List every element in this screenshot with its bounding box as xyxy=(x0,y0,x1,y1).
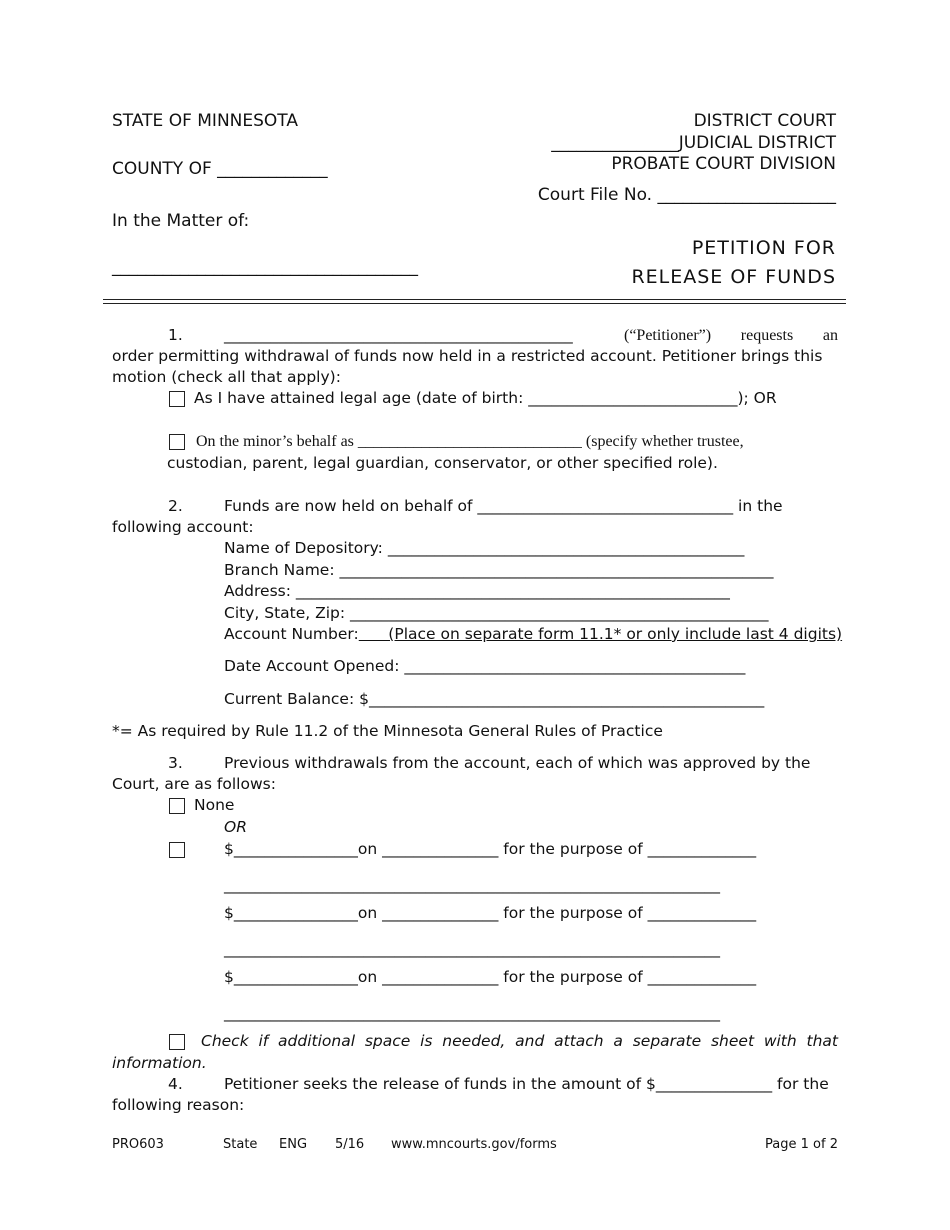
minor-behalf-label-2: custodian, parent, legal guardian, conservator, or other specified role). xyxy=(167,454,718,472)
item1-line1-tail xyxy=(624,328,838,344)
header-divider-2 xyxy=(103,303,846,304)
petitioner-name-field[interactable]: _____________________________________________ xyxy=(224,326,573,344)
page-title-line1: PETITION FOR xyxy=(691,237,836,259)
item4-line2: following reason: xyxy=(112,1096,245,1114)
judicial-district-field[interactable]: _______________JUDICIAL DISTRICT xyxy=(551,133,836,153)
footer-date: 5/16 xyxy=(335,1137,365,1152)
or-label: OR xyxy=(224,818,247,836)
minor-behalf-checkbox[interactable] xyxy=(169,434,185,450)
additional-space-label: Check if additional space is needed, and attach a separate sheet with that xyxy=(201,1032,838,1050)
item2-number: 2. xyxy=(168,497,183,515)
footer-language: ENG xyxy=(279,1137,308,1152)
requests-word: requests xyxy=(740,327,794,344)
page-number: Page 1 of 2 xyxy=(765,1137,838,1152)
no-withdrawals-checkbox[interactable] xyxy=(169,798,185,814)
withdrawal-row-3[interactable]: $________________on _______________ for the purpose of ______________ xyxy=(224,968,757,986)
item1-number: 1. xyxy=(168,326,183,344)
footer-state: State xyxy=(223,1137,258,1152)
state-name: STATE OF MINNESOTA xyxy=(112,111,298,131)
header-divider xyxy=(103,299,846,300)
item3-line2: Court, are as follows: xyxy=(112,775,276,793)
withdrawal-row-3-continuation[interactable]: ________________________________________________________________ xyxy=(224,1004,720,1022)
court-file-number-field[interactable]: Court File No. _____________________ xyxy=(537,185,836,205)
minor-behalf-label: On the minor’s behalf as ____________________________ (specify whether trustee, xyxy=(196,433,744,450)
item1-line2: order permitting withdrawal of funds now held in a restricted account. Petitioner brings this xyxy=(112,347,823,365)
item4-number: 4. xyxy=(168,1075,183,1093)
withdrawal-row-2[interactable]: $________________on _______________ for the purpose of ______________ xyxy=(224,904,757,922)
withdrawals-checkbox[interactable] xyxy=(169,842,185,858)
release-amount-field[interactable]: Petitioner seeks the release of funds in the amount of $_______________ for the xyxy=(224,1075,829,1093)
city-state-zip-field[interactable]: City, State, Zip: ______________________________________________________ xyxy=(224,604,769,622)
withdrawal-row-1[interactable]: $________________on _______________ for the purpose of ______________ xyxy=(224,840,757,858)
depository-name-field[interactable]: Name of Depository: ______________________________________________ xyxy=(224,539,745,557)
legal-age-checkbox[interactable] xyxy=(169,391,185,407)
no-withdrawals-label: None xyxy=(194,796,235,814)
matter-label: In the Matter of: xyxy=(112,211,250,231)
footer-url-link[interactable]: www.mncourts.gov/forms xyxy=(391,1137,557,1152)
account-number-label: Account Number: xyxy=(224,625,359,643)
footnote: *= As required by Rule 11.2 of the Minnesota General Rules of Practice xyxy=(112,722,663,740)
legal-age-label: As I have attained legal age (date of birth: ___________________________); OR xyxy=(194,389,777,407)
page-title-line2: RELEASE OF FUNDS xyxy=(631,266,836,288)
additional-space-checkbox[interactable] xyxy=(169,1034,185,1050)
account-number-field[interactable] xyxy=(224,627,842,643)
an-word: an xyxy=(822,327,838,344)
current-balance-field[interactable]: Current Balance: $___________________________________________________ xyxy=(224,690,765,708)
petitioner-label: (“Petitioner”) xyxy=(624,327,712,344)
court-name: DISTRICT COURT xyxy=(693,111,836,131)
item3-line1: Previous withdrawals from the account, each of which was approved by the xyxy=(224,754,811,772)
item2-line2: following account: xyxy=(112,518,254,536)
additional-space-label-2: information. xyxy=(112,1054,207,1072)
address-field[interactable]: Address: ________________________________________________________ xyxy=(224,582,730,600)
county-field[interactable]: COUNTY OF _____________ xyxy=(112,159,328,179)
item3-number: 3. xyxy=(168,754,183,772)
matter-name-field[interactable]: ____________________________________ xyxy=(112,257,418,277)
item1-line3: motion (check all that apply): xyxy=(112,368,341,386)
withdrawal-row-2-continuation[interactable]: ________________________________________________________________ xyxy=(224,940,720,958)
form-number: PRO603 xyxy=(112,1137,164,1152)
account-number-note: (Place on separate form 11.1* or only include last 4 digits) xyxy=(358,625,843,643)
branch-name-field[interactable]: Branch Name: ________________________________________________________ xyxy=(224,561,774,579)
withdrawal-row-1-continuation[interactable]: ________________________________________________________________ xyxy=(224,876,720,894)
date-opened-field[interactable]: Date Account Opened: ____________________________________________ xyxy=(224,657,746,675)
funds-held-on-behalf-field[interactable]: Funds are now held on behalf of _________________________________ in the xyxy=(224,497,783,515)
court-division: PROBATE COURT DIVISION xyxy=(611,154,836,174)
